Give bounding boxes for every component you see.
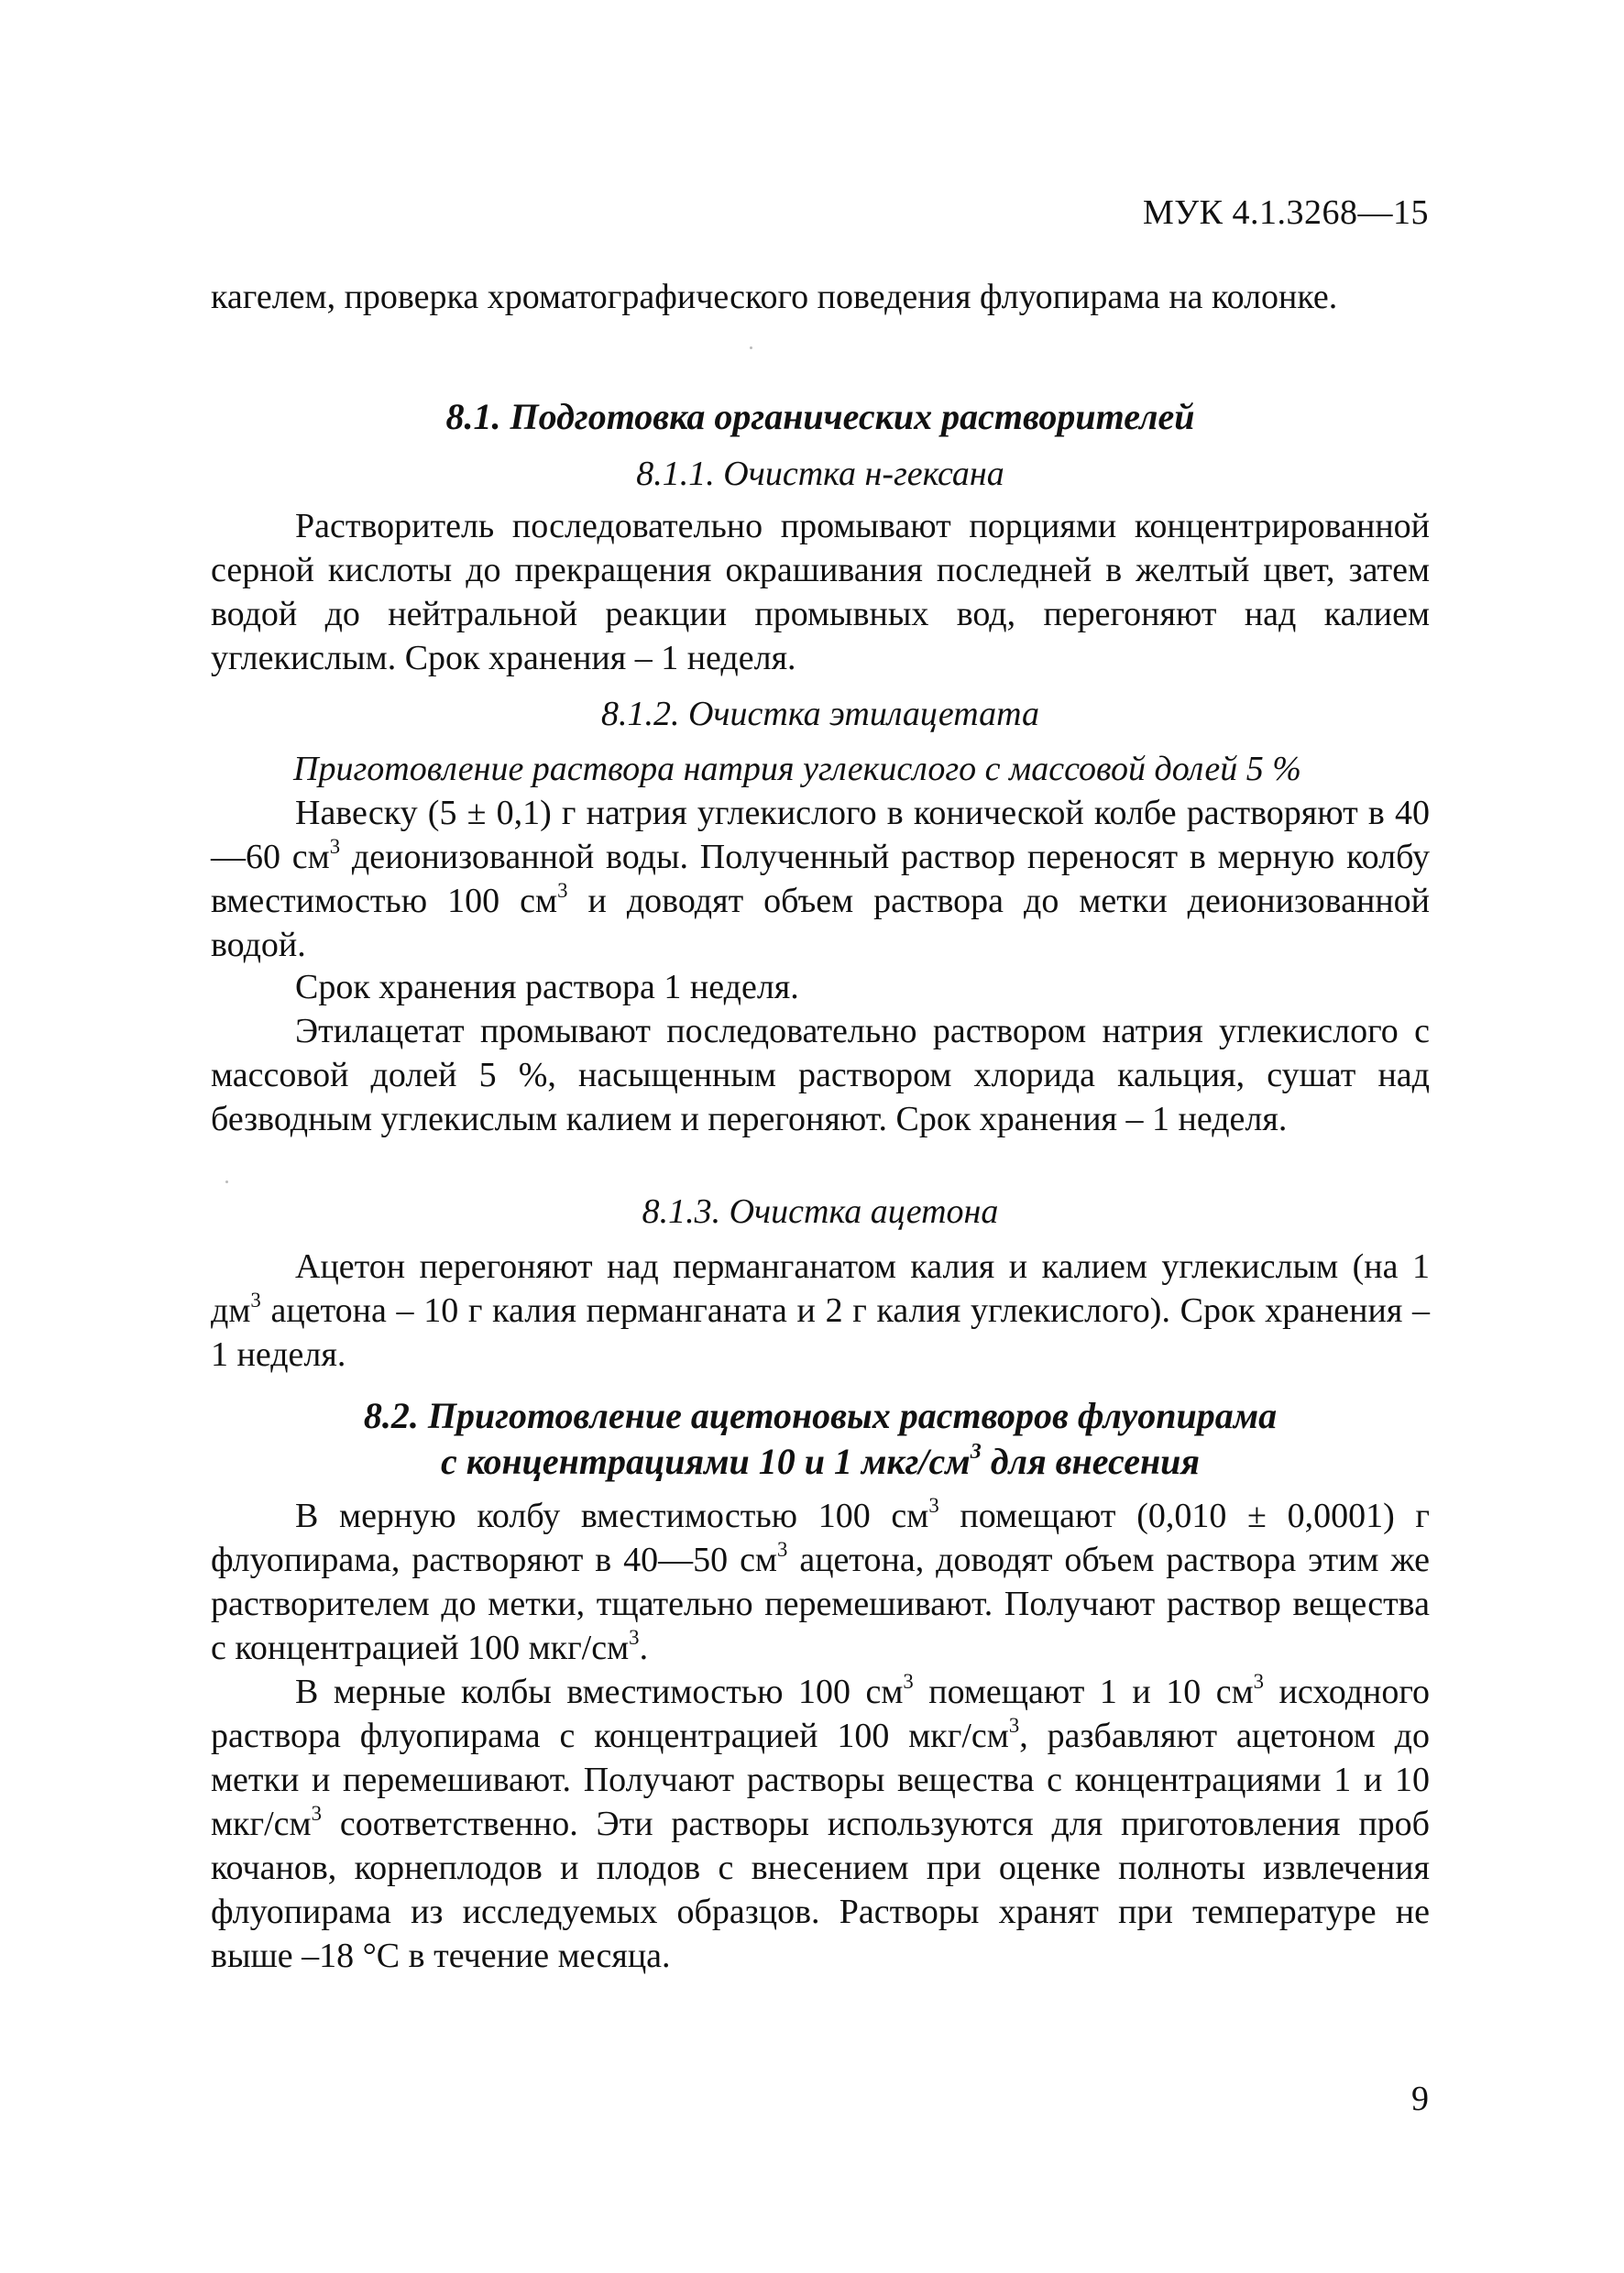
section-8-2-paragraph-1: В мерную колбу вместимостью 100 $см^3$ помещают (0,010 ± 0,0001) г флуопирама, растворяют в 40—50 $см^3$ ацетона, доводят объем раствора этим же растворителем до метки, тщательно перемешивают. Получают раствор вещества с концентрацией 100 мкг/$см^3$.: [211, 1494, 1430, 1667]
section-8-2-title-line-1: 8.2. Приготовление ацетоновых растворов флуопирама: [363, 1395, 1278, 1436]
document-code: МУК 4.1.3268—15: [1142, 193, 1429, 232]
scan-speck: [225, 1180, 228, 1183]
section-8-1-2-title: 8.1.2. Очистка этилацетата: [600, 695, 1040, 733]
section-8-1-2-subtitle: Приготовление раствора натрия углекислого с массовой долей 5 %: [293, 750, 1301, 788]
section-8-1-1-title: 8.1.1. Очистка н-гексана: [636, 455, 1004, 493]
section-8-1-3-paragraph: Ацетон перегоняют над перманганатом калия и калием углекислым (на 1 $дм^3$ ацетона – 10 г калия перманганата и 2 г калия углекислого). Срок хранения – 1 неделя.: [211, 1247, 1430, 1374]
continued-paragraph: кагелем, проверка хроматографического поведения флуопирама на колонке.: [211, 278, 1338, 316]
section-8-1-3-title: 8.1.3. Очистка ацетона: [642, 1192, 999, 1231]
section-8-2-title: [211, 1393, 1430, 1485]
page-number: 9: [1411, 2080, 1429, 2118]
section-8-1-2-paragraph-1: Навеску (5 ± 0,1) г натрия углекислого в конической колбе растворяют в 40—60 $см^3$ деионизованной воды. Полученный раствор переносят в мерную колбу вместимостью 100 $см^3$ и доводят объем раствора до метки деионизованной водой.: [211, 794, 1430, 964]
section-8-1-title: 8.1. Подготовка органических растворителей: [445, 396, 1195, 437]
section-8-1-2-paragraph-3: Этилацетат промывают последовательно раствором натрия углекислого с массовой долей 5 %, насыщенным раствором хлорида кальция, сушат над безводным углекислым калием и перегоняют. Срок хранения – 1 неделя.: [211, 1012, 1430, 1138]
section-8-1-1-text: Растворитель последовательно промывают порциями концентрированной серной кислоты до прекращения окрашивания последней в желтый цвет, затем водой до нейтральной реакции промывных вод, перегоняют над калием углекислым. Срок хранения – 1 неделя.: [211, 507, 1430, 677]
section-8-2-paragraph-2: В мерные колбы вместимостью 100 $см^3$ помещают 1 и 10 $см^3$ исходного раствора флуопирама с концентрацией 100 мкг/$см^3$, разбавляют ацетоном до метки и перемешивают. Получают растворы вещества с концентрациями 1 и 10 мкг/$см^3$ соответственно. Эти растворы используются для приготовления проб кочанов, корнеплодов и плодов с внесением при оценке полноты извлечения флуопирама из исследуемых образцов. Растворы хранят при температуре не выше –18 °С в течение месяца.: [211, 1670, 1431, 1975]
section-8-2-title-line-2: с концентрациями 10 и 1 мкг/$см^3$ для внесения: [440, 1440, 1201, 1482]
scan-speck: [750, 346, 752, 349]
section-8-1-2-paragraph-2: Срок хранения раствора 1 неделя.: [295, 968, 799, 1006]
